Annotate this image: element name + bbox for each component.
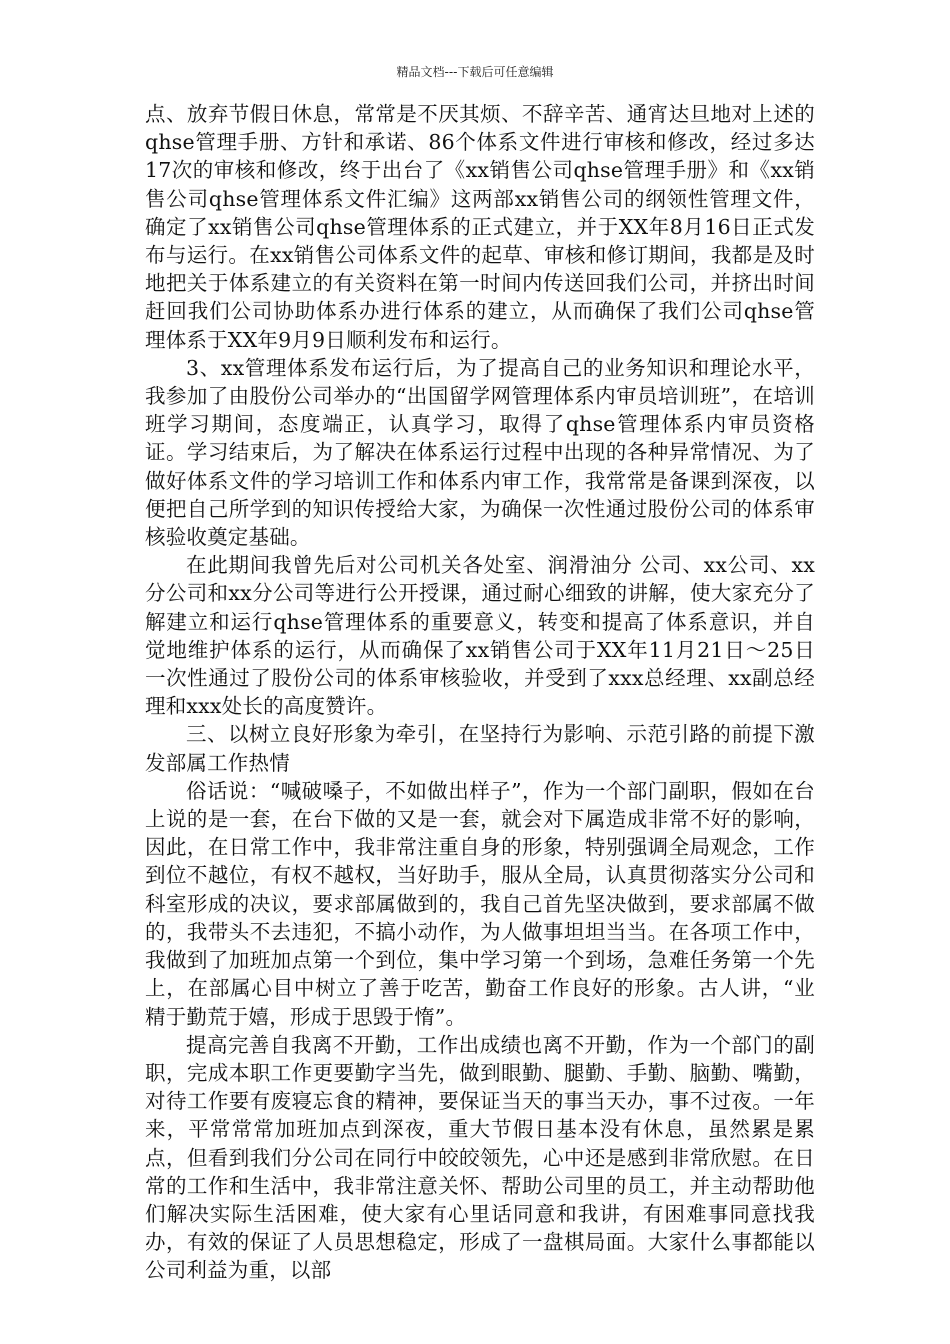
paragraph-3: 在此期间我曾先后对公司机关各处室、润滑油分 公司、xx公司、xx分公司和xx分公司等进行公开授课，通过耐心细致的讲解，使大家充分了解建立和运行qhse管理体系的重要意义，转变和提高了体系意识，并自觉地维护体系的运行，从而确保了xx销售公司于XX年11月21日～25日一次性通过了股份公司的体系审核验收，并受到了xxx总经理、xx副总经理和xxx处长的高度赞许。 — [145, 553, 815, 719]
paragraph-2: 3、xx管理体系发布运行后，为了提高自己的业务知识和理论水平，我参加了由股份公司举办的“出国留学网管理体系内审员培训班”，在培训班学习期间，态度端正，认真学习，取得了qhse管理体系内审员资格证。学习结束后，为了解决在体系运行过程中出现的各种异常情况、为了做好体系文件的学习培训工作和体系内审工作，我常常是备课到深夜，以便把自己所学到的知识传授给大家，为确保一次性通过股份公司的体系审核验收奠定基础。 — [145, 355, 815, 550]
page-header: 精品文档---下载后可任意编辑 — [396, 65, 554, 79]
paragraph-1: 点、放弃节假日休息，常常是不厌其烦、不辞辛苦、通宵达旦地对上述的qhse管理手册、方针和承诺、86个体系文件进行审核和修改，经过多达17次的审核和修改，终于出台了《xx销售公司qhse管理手册》和《xx销售公司qhse管理体系文件汇编》这两部xx销售公司的纲领性管理文件，确定了xx销售公司qhse管理体系的正式建立，并于XX年8月16日正式发布与运行。在xx销售公司体系文件的起草、审核和修订期间，我都是及时地把关于体系建立的有关资料在第一时间内传送回我们公司，并挤出时间赶回我们公司协助体系办进行体系的建立，从而确保了我们公司qhse管理体系于XX年9月9日顺利发布和运行。 — [145, 102, 815, 352]
paragraph-5: 提高完善自我离不开勤，工作出成绩也离不开勤，作为一个部门的副职，完成本职工作更要勤字当先，做到眼勤、腿勤、手勤、脑勤、嘴勤，对待工作要有废寝忘食的精神，要保证当天的事当天办，事不过夜。一年来，平常常常加班加点到深夜，重大节假日基本没有休息，虽然累是累点，但看到我们分公司在同行中皎皎领先，心中还是感到非常欣慰。在日常的工作和生活中，我非常注意关怀、帮助公司里的员工，并主动帮助他们解决实际生活困难，使大家有心里话同意和我讲，有困难事同意找我办，有效的保证了人员思想稳定，形成了一盘棋局面。大家什么事都能以公司利益为重，以部 — [145, 1032, 815, 1283]
document-body — [145, 100, 815, 1285]
paragraph-4: 俗话说：“喊破嗓子，不如做出样子”，作为一个部门副职，假如在台上说的是一套，在台下做的又是一套，就会对下属造成非常不好的影响，因此，在日常工作中，我非常注重自身的形象，特别强调全局观念，工作到位不越位，有权不越权，当好助手，服从全局，认真贯彻落实分公司和科室形成的决议，要求部属做到的，我自己首先坚决做到，要求部属不做的，我带头不去违犯，不搞小动作，为人做事坦坦当当。在各项工作中，我做到了加班加点第一个到位，集中学习第一个到场，急难任务第一个先上，在部属心目中树立了善于吃苦，勤奋工作良好的形象。古人讲，“业精于勤荒于嬉，形成于思毁于惰”。 — [145, 778, 815, 1029]
section-heading-3: 三、以树立良好形象为牵引，在坚持行为影响、示范引路的前提下激发部属工作热情 — [145, 722, 815, 775]
